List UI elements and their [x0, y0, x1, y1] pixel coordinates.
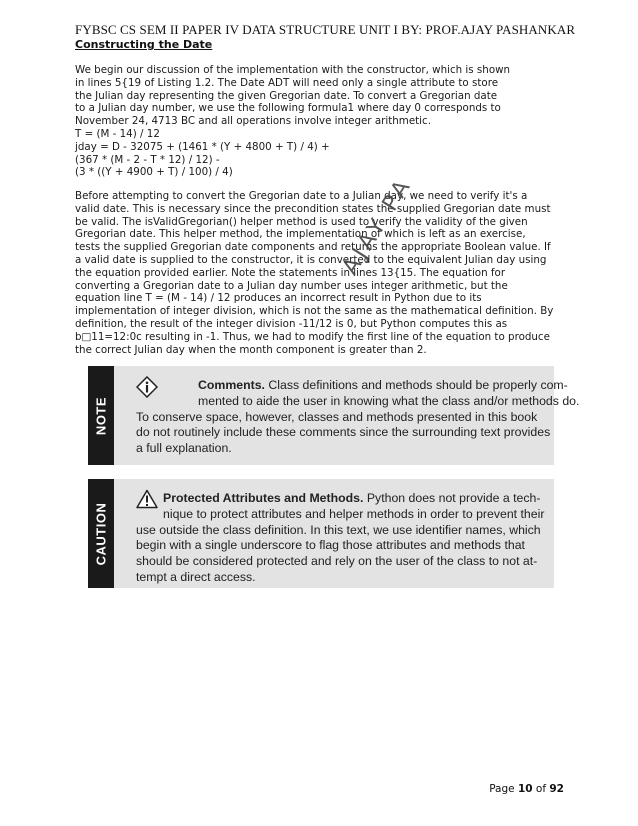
footer-page-total: 92: [549, 783, 564, 795]
text-line: November 24, 4713 BC and all operations involve integer arithmetic.: [75, 115, 431, 128]
caution-content: [136, 491, 545, 586]
caution-line: nique to protect attributes and helper methods in order to prevent their: [163, 506, 545, 521]
caution-box: [88, 479, 554, 588]
text-line: implementation of integer division, which is not the same as the mathematical definition. By: [75, 305, 554, 318]
caution-line: use outside the class definition. In this text, we use identifier names, which: [136, 522, 541, 537]
author-watermark: AJAY PA: [338, 172, 418, 280]
note-line: do not routinely include these comments since the surrounding text provides: [136, 425, 551, 440]
validation-paragraph: [75, 190, 570, 356]
caution-title: Protected Attributes and Methods.: [163, 491, 364, 505]
text-line: be valid. The isValidGregorian() helper method is used to verify the validity of the given: [75, 215, 528, 228]
text-line: tests the supplied Gregorian date components and returns the appropriate Boolean value. If: [75, 241, 551, 254]
formula-line: (3 * ((Y + 4900 + T) / 100) / 4): [75, 166, 233, 179]
note-line: mented to aide the user in knowing what the class and/or methods do.: [198, 393, 580, 408]
caution-first-line-text: Python does not provide a tech-: [363, 491, 541, 505]
note-first-line-text: Class definitions and methods should be properly com-: [264, 378, 568, 392]
text-line: valid date. This is necessary since the precondition states the supplied Gregorian date must: [75, 202, 551, 215]
footer-middle: of: [532, 783, 550, 795]
text-line: the Julian day representing the given Gregorian date. To convert a Gregorian date: [75, 89, 498, 102]
caution-tab-label: CAUTION: [93, 502, 109, 565]
caution-line: tempt a direct access.: [136, 569, 256, 584]
text-line: Gregorian date. This helper method, the implementation of which is left as an exercise,: [75, 228, 526, 241]
text-line: a valid date is supplied to the constructor, it is converted to the equivalent Julian day using: [75, 253, 547, 266]
formula-line: jday = D - 32075 + (1461 * (Y + 4800 + T) / 4) +: [75, 140, 330, 153]
text-line: converting a Gregorian date to a Julian day number uses integer arithmetic, but the: [75, 279, 508, 292]
caution-first-line: [136, 491, 542, 507]
page-footer: [489, 783, 564, 795]
caution-line: should be considered protected and rely on the user of the class to not at-: [136, 554, 538, 569]
text-line: the correct Julian day when the month component is greater than 2.: [75, 343, 427, 356]
page-header: FYBSC CS SEM II PAPER IV DATA STRUCTURE UNIT I BY: PROF.AJAY PASHANKAR: [75, 22, 576, 37]
caution-line: begin with a single underscore to flag those attributes and methods that: [136, 538, 525, 553]
note-line: To conserve space, however, classes and methods presented in this book: [136, 409, 538, 424]
note-tab: [88, 366, 114, 465]
text-line: Before attempting to convert the Gregorian date to a Julian day, we need to verify it's a: [75, 190, 528, 202]
text-line: in lines 5{19 of Listing 1.2. The Date ADT will need only a single attribute to store: [75, 76, 499, 89]
text-line: definition, the result of the integer division -11/12 is 0, but Python computes this as: [75, 317, 508, 330]
text-line: b□11=12:0c resulting in -1. Thus, we had to modify the first line of the equation to produce: [75, 330, 550, 343]
note-tab-label: NOTE: [93, 396, 109, 435]
note-box: [88, 366, 580, 465]
section-heading: Constructing the Date: [75, 38, 213, 51]
intro-paragraph: [75, 64, 570, 179]
note-first-line: [136, 378, 568, 394]
formula-line: (367 * (M - 2 - T * 12) / 12) -: [75, 153, 220, 166]
text-line: We begin our discussion of the implementation with the constructor, which is shown: [75, 64, 511, 76]
note-content: [136, 378, 580, 457]
text-line: equation line T = (M - 14) / 12 produces an incorrect result in Python due to its: [75, 292, 482, 305]
formula-line: T = (M - 14) / 12: [75, 127, 160, 140]
text-line: to a Julian day number, we use the following formula1 where day 0 corresponds to: [75, 102, 501, 115]
footer-prefix: Page: [489, 783, 518, 795]
note-line: a full explanation.: [136, 441, 232, 456]
note-title: Comments.: [198, 378, 265, 392]
caution-tab: [88, 479, 114, 588]
text-line: the equation provided earlier. Note the statements in lines 13{15. The equation for: [75, 266, 506, 279]
footer-page-number: 10: [517, 783, 533, 795]
